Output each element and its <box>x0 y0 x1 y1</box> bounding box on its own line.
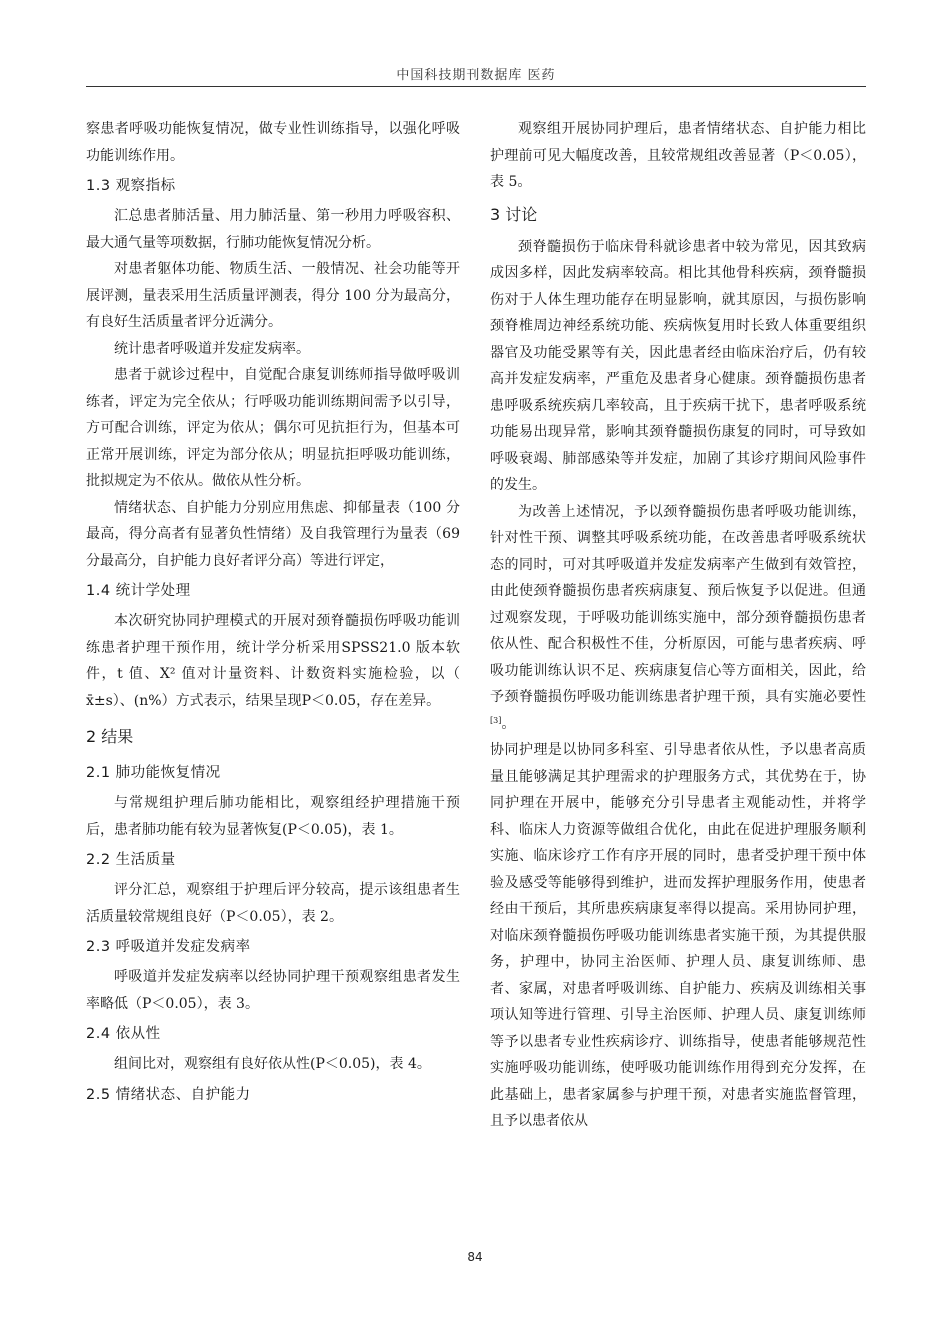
paragraph: 与常规组护理后肺功能相比，观察组经护理措施干预后，患者肺功能有较为显著恢复(P＜0.05)，表 1。 <box>86 795 460 838</box>
paragraph: 察患者呼吸功能恢复情况，做专业性训练指导，以强化呼吸功能训练作用。 <box>86 121 460 164</box>
paragraph: 患者于就诊过程中，自觉配合康复训练师指导做呼吸训练者，评定为完全依从；行呼吸功能训练期间需予以引导，方可配合训练，评定为依从；偶尔可见抗拒行为，但基本可正常开展训练，评定为部分依从；明显抗拒呼吸功能训练，批拟规定为不依从。做依从性分析。 <box>86 367 460 489</box>
paragraph: 汇总患者肺活量、用力肺活量、第一秒用力呼吸容积、最大通气量等项数据，行肺功能恢复情况分析。 <box>86 208 460 251</box>
header-divider <box>86 86 866 87</box>
paragraph: 评分汇总，观察组于护理后评分较高，提示该组患者生活质量较常规组良好（P＜0.05），表 2。 <box>86 882 460 925</box>
paragraph-text: 为改善上述情况，予以颈脊髓损伤患者呼吸功能训练，针对性干预、调整其呼吸系统功能，在改善患者呼吸系统状态的同时，可对其呼吸道并发症发病率产生做到有效管控，由此使颈脊髓损伤患者疾病康复、预后恢复予以促进。但通过观察发现，于呼吸功能训练实施中，部分颈脊髓损伤患者依从性、配合积极性不佳，分析原因，可能与患者疾病、呼吸功能训练认识不足、疾病康复信心等方面相关，因此，给予颈脊髓损伤呼吸功能训练患者护理干预，具有实施必要性 <box>490 503 866 705</box>
paragraph: 对患者躯体功能、物质生活、一般情况、社会功能等开展评测，量表采用生活质量评测表，得分 100 分为最高分，有良好生活质量者评分近满分。 <box>86 261 460 330</box>
paragraph-end: 。 <box>501 715 516 732</box>
section-heading-2-4: 2.4 依从性 <box>86 1026 161 1042</box>
paragraph: 情绪状态、自护能力分别应用焦虑、抑郁量表（100 分最高，得分高者有显著负性情绪）及自我管理行为量表（69 分最高分，自护能力良好者评分高）等进行评定， <box>86 499 460 569</box>
page-number: 84 <box>467 1250 483 1264</box>
paragraph: 本次研究协同护理模式的开展对颈脊髓损伤呼吸功能训练患者护理干预作用，统计学分析采用SPSS21.0 版本软件，t 值、X² 值对计量资料、计数资料实施检验，以（ x̄±s）、(n%）方式表示，结果呈现P＜0.05，存在差异。 <box>86 613 460 709</box>
section-heading-2-1: 2.1 肺功能恢复情况 <box>86 765 221 781</box>
journal-header: 中国科技期刊数据库 医药 <box>396 68 556 83</box>
section-heading-1-4: 1.4 统计学处理 <box>86 583 191 599</box>
section-heading-2-3: 2.3 呼吸道并发症发病率 <box>86 939 251 955</box>
paragraph: 观察组开展协同护理后，患者情绪状态、自护能力相比护理前可见大幅度改善，且较常规组改善显著（P＜0.05），表 5。 <box>490 121 866 190</box>
section-heading-2-5: 2.5 情绪状态、自护能力 <box>86 1086 251 1103</box>
paragraph <box>490 499 866 738</box>
paragraph: 协同护理是以协同多科室、引导患者依从性，予以患者高质量且能够满足其护理需求的护理服务方式，其优势在于，协同护理在开展中，能够充分引导患者主观能动性，并将学科、临床人力资源等做组合优化，由此在促进护理服务顺利实施、临床诊疗工作有序开展的同时，患者受护理干预中体验及感受等能够得到维护，进而发挥护理服务作用，使患者经由干预后，其所患疾病康复率得以提高。采用协同护理，对临床颈脊髓损伤呼吸功能训练患者实施干预，为其提供服务，护理中，协同主治医师、护理人员、康复训练师、患者、家属，对患者呼吸训练、自护能力、疾病及训练相关事项认知等进行管理、引导主治医师、护理人员、康复训练师等予以患者专业性疾病诊疗、训练指导，使患者能够规范性实施呼吸功能训练，使呼吸功能训练作用得到充分发挥，在此基础上，患者家属参与护理干预，对患者实施监督管理，且予以患者依从 <box>490 742 866 1129</box>
section-heading-2: 2 结果 <box>86 727 134 746</box>
section-heading-3: 3 讨论 <box>490 204 538 224</box>
citation-marker: [3] <box>490 715 502 725</box>
paragraph: 组间比对，观察组有良好依从性(P＜0.05)，表 4。 <box>114 1056 431 1072</box>
section-heading-1-3: 1.3 观察指标 <box>86 178 176 194</box>
right-column <box>490 116 866 1135</box>
paragraph: 统计患者呼吸道并发症发病率。 <box>114 340 310 357</box>
paragraph: 呼吸道并发症发病率以经协同护理干预观察组患者发生率略低（P＜0.05），表 3。 <box>86 969 460 1012</box>
paragraph: 颈脊髓损伤于临床骨科就诊患者中较为常见，因其致病成因多样，因此发病率较高。相比其他骨科疾病，颈脊髓损伤对于人体生理功能存在明显影响，就其原因，与损伤影响颈脊椎周边神经系统功能、疾病恢复用时长致人体重要组织器官及功能受累等有关，因此患者经由临床治疗后，仍有较高并发症发病率，严重危及患者身心健康。颈脊髓损伤患者患呼吸系统疾病几率较高，且于疾病干扰下，患者呼吸系统功能易出现异常，影响其颈脊髓损伤康复的同时，可导致如呼吸衰竭、肺部感染等并发症，加剧了其诊疗期间风险事件的发生。 <box>490 238 866 493</box>
section-heading-2-2: 2.2 生活质量 <box>86 852 176 868</box>
left-column <box>86 116 460 1112</box>
